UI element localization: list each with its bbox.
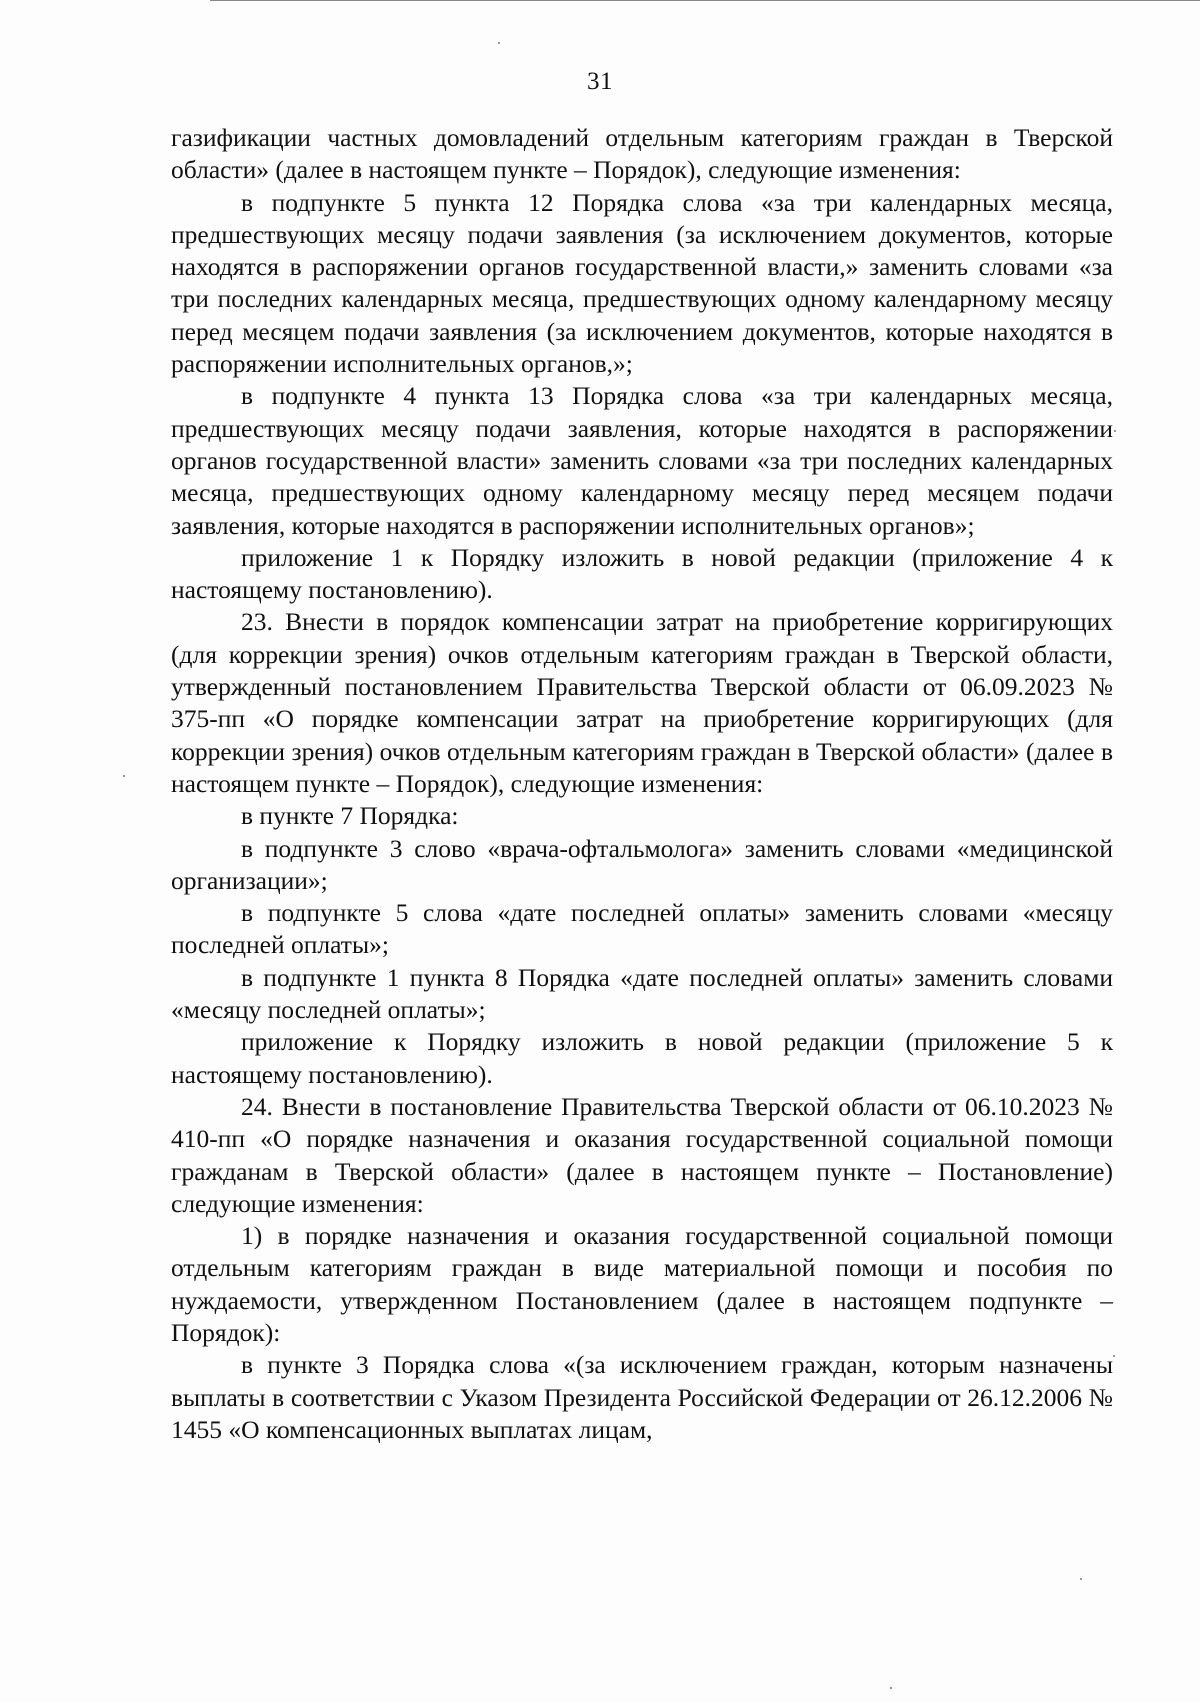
paragraph-continuation: газификации частных домовладений отдельным категориям граждан в Тверской области» (далее в настоящем пункте – Порядок), следующие изменения: bbox=[171, 123, 1113, 185]
paragraph-item-12-amendment: в подпункте 5 пункта 12 Порядка слова «за три календарных месяца, предшествующих месяцу подачи заявления (за исключением документов, которые находятся в распоряжении органов государственной власти,» заменить словами «за три последних календарных месяца, предшествующих одному календарному месяцу перед месяцем подачи заявления (за исключением документов, которые находятся в распоряжении исполнительных органов,»; bbox=[171, 187, 1113, 379]
top-edge-line bbox=[210, 0, 1200, 1]
document-body bbox=[171, 122, 1113, 1446]
paragraph-item-13-amendment: в подпункте 4 пункта 13 Порядка слова «за три календарных месяца, предшествующих месяцу подачи заявления, которые находятся в распоряжении органов государственной власти» заменить словами «за три последних календарных месяца, предшествующих одному календарному месяцу перед месяцем подачи заявления, которые находятся в распоряжении исполнительных органов»; bbox=[171, 381, 1113, 540]
paragraph-appendix-1: приложение 1 к Порядку изложить в новой редакции (приложение 4 к настоящему постановлению). bbox=[171, 542, 1113, 605]
paragraph-section-24: 24. Внести в постановление Правительства Тверской области от 06.10.2023 № 410-пп «О порядке назначения и оказания государственной социальной помощи гражданам в Тверской области» (далее в настоящем пункте – Постановление) следующие изменения: bbox=[171, 1091, 1113, 1218]
scan-speck bbox=[1114, 430, 1116, 432]
paragraph-appendix-5: приложение к Порядку изложить в новой редакции (приложение 5 к настоящему постановлению). bbox=[171, 1027, 1113, 1089]
scan-speck bbox=[890, 1687, 892, 1689]
paragraph-item-3: в пункте 3 Порядка слова «(за исключением граждан, которым назначены выплаты в соответствии с Указом Президента Российской Федерации от 26.12.2006 № 1455 «О компенсационных выплатах лицам, bbox=[171, 1350, 1113, 1444]
paragraph-subitem-3: в подпункте 3 слово «врача-офтальмолога» заменить словами «медицинской организации»; bbox=[171, 833, 1113, 895]
paragraph-item-8-subitem-1: в подпункте 1 пункта 8 Порядка «дате последней оплаты» заменить словами «месяцу последней оплаты»; bbox=[171, 962, 1113, 1025]
scan-speck bbox=[1113, 1355, 1115, 1357]
scan-speck bbox=[123, 775, 125, 777]
scan-speck bbox=[1080, 1578, 1082, 1580]
scan-speck bbox=[498, 42, 500, 44]
paragraph-section-23: 23. Внести в порядок компенсации затрат на приобретение корригирующих (для коррекции зрения) очков отдельным категориям граждан в Тверской области, утвержденный постановлением Правительства Тверской области от 06.09.2023 № 375-пп «О порядке компенсации затрат на приобретение корригирующих (для коррекции зрения) очков отдельным категориям граждан в Тверской области» (далее в настоящем пункте – Порядок), следующие изменения: bbox=[171, 607, 1113, 798]
page-number: 31 bbox=[587, 68, 613, 95]
paragraph-subsection-1: 1) в порядке назначения и оказания государственной социальной помощи отдельным категориям граждан в виде материальной помощи и пособия по нуждаемости, утвержденном Постановлением (далее в настоящем подпункте – Порядок): bbox=[171, 1221, 1113, 1347]
paragraph-subitem-5: в подпункте 5 слова «дате последней оплаты» заменить словами «месяцу последней оплаты»; bbox=[171, 898, 1113, 960]
paragraph-item-7: в пункте 7 Порядка: bbox=[241, 801, 459, 831]
